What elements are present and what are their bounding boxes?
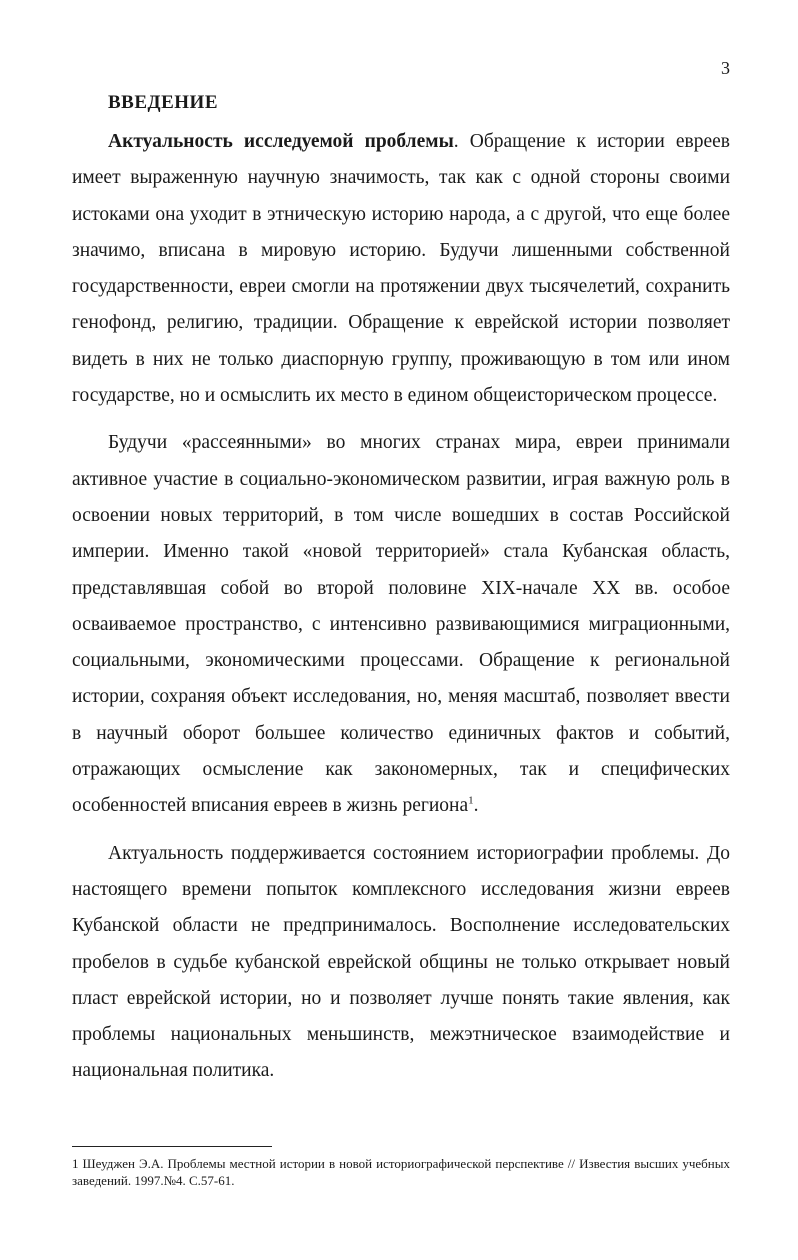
body-text <box>72 124 730 1090</box>
paragraph-2 <box>72 425 730 824</box>
paragraph-tail: . <box>473 795 479 817</box>
paragraph-lead: Актуальность исследуемой проблемы <box>108 131 454 152</box>
section-heading: ВВЕДЕНИЕ <box>108 92 218 113</box>
paragraph-text: . Обращение к истории евреев имеет выраженную научную значимость, так как с одной стороны своими истоками она уходит в этническую историю народа, а с другой, что еще более значимо, вписана в мировую историю. Будучи лишенными собственной государственности, евреи смогли на протяжении двух тысячелетий, сохранить генофонд, религию, традиции. Обращение к еврейской истории позволяет видеть в них не только диаспорную группу, проживающую в том или ином государстве, но и осмыслить их место в едином общеисторическом процессе. <box>72 131 730 407</box>
paragraph-text: Актуальность поддерживается состоянием историографии проблемы. До настоящего времени попыток комплексного исследования жизни евреев Кубанской области не предпринималось. Восполнение исследовательских пробелов в судьбе кубанской еврейской общины не только открывает новый пласт еврейской истории, но и позволяет лучше понять такие явления, как проблемы национальных меньшинств, межэтническое взаимодействие и национальная политика. <box>72 842 730 1082</box>
page-number: 3 <box>721 58 730 78</box>
paragraph-3 <box>72 836 730 1090</box>
footnote-reference[interactable]: 1 <box>468 794 474 807</box>
footnote-divider <box>72 1146 272 1147</box>
paragraph-text: Будучи «рассеянными» во многих странах мира, евреи принимали активное участие в социально-экономическом развитии, играя важную роль в освоении новых территорий, в том числе вошедших в состав Российской империи. Именно такой «новой территорией» стала Кубанская область, представлявшая собой во второй половине XIX-начале XX вв. особое осваиваемое пространство, с интенсивно развивающимися миграционными, социальными, экономическими процессами. Обращение к региональной истории, сохраняя объект исследования, но, меняя масштаб, позволяет ввести в научный оборот большее количество единичных фактов и событий, отражающих осмысление как закономерных, так и специфических особенностей вписания евреев в жизнь региона <box>72 432 730 817</box>
paragraph-1 <box>72 124 730 414</box>
footnote: 1 Шеуджен Э.А. Проблемы местной истории в новой историографической перспективе // Известия высших учебных заведений. 1997.№4. С.57-61. <box>72 1156 730 1188</box>
